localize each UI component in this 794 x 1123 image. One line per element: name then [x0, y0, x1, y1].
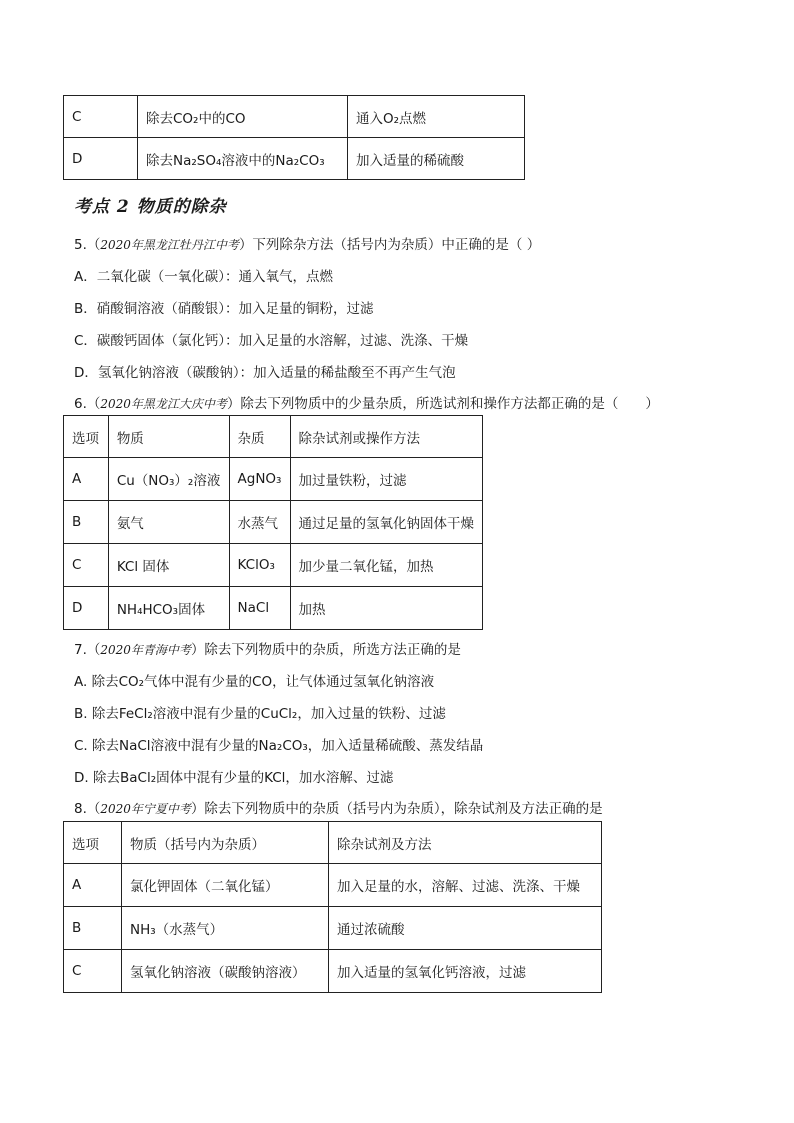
table-cell: C [64, 544, 109, 587]
table-cell: 加少量二氧化锰，加热 [290, 544, 483, 587]
table-cell: 通过浓硫酸 [329, 907, 602, 950]
question-text: ）除去下列物质中的杂质（括号内为杂质），除杂试剂及方法正确的是 [190, 801, 603, 817]
table-cell: NH₃（水蒸气） [122, 907, 329, 950]
table-cell: 除去Na₂SO₄溶液中的Na₂CO₃ [138, 138, 348, 180]
section-heading: 考点 2 物质的除杂 [74, 197, 227, 217]
table-cell: 加过量铁粉，过滤 [290, 458, 483, 501]
question-source: 2020年青海中考 [100, 643, 191, 657]
table-cell: 加入适量的稀硫酸 [348, 138, 525, 180]
question-source: 2020年黑龙江牡丹江中考 [100, 238, 239, 252]
table-row [64, 96, 525, 138]
table-q6 [63, 415, 483, 630]
table-cell: 加入适量的氢氧化钙溶液，过滤 [329, 950, 602, 993]
question-source: 2020年黑龙江大庆中考 [100, 397, 227, 411]
table-header-cell: 选项 [64, 416, 109, 458]
table-header-cell: 杂质 [229, 416, 290, 458]
table-cell: 氨气 [108, 501, 229, 544]
table-row [64, 864, 602, 907]
question-5-option-d: D．氢氧化钠溶液（碳酸钠）：加入适量的稀盐酸至不再产生气泡 [74, 365, 456, 381]
table-row [64, 138, 525, 180]
table-cell: NH₄HCO₃固体 [108, 587, 229, 630]
table-row [64, 544, 483, 587]
table-cell: C [64, 950, 122, 993]
table-cell: Cu（NO₃）₂溶液 [108, 458, 229, 501]
question-text: ）除去下列物质中的少量杂质，所选试剂和操作方法都正确的是（ ） [226, 396, 659, 412]
question-7-option-c: C. 除去NaCl溶液中混有少量的Na₂CO₃，加入适量稀硫酸、蒸发结晶 [74, 738, 484, 754]
table-header-row [64, 416, 483, 458]
question-text: ）下列除杂方法（括号内为杂质）中正确的是（ ） [238, 237, 541, 253]
question-6-stem [74, 392, 659, 412]
table-cell: 氢氧化钠溶液（碳酸钠溶液） [122, 950, 329, 993]
question-7-option-d: D. 除去BaCl₂固体中混有少量的KCl，加水溶解、过滤 [74, 770, 394, 786]
table-cell: 除去CO₂中的CO [138, 96, 348, 138]
question-7-option-b: B. 除去FeCl₂溶液中混有少量的CuCl₂，加入过量的铁粉、过滤 [74, 706, 446, 722]
table-cell: B [64, 501, 109, 544]
table-cell: 加热 [290, 587, 483, 630]
table-cell: NaCl [229, 587, 290, 630]
table-cell: B [64, 907, 122, 950]
table-row [64, 950, 602, 993]
table-cell: A [64, 458, 109, 501]
table-cell: KClO₃ [229, 544, 290, 587]
question-5-option-b: B．硝酸铜溶液（硝酸银）：加入足量的铜粉，过滤 [74, 301, 374, 317]
table-row [64, 907, 602, 950]
table-header-cell: 除杂试剂及方法 [329, 822, 602, 864]
table-row [64, 458, 483, 501]
question-source: 2020年宁夏中考 [100, 802, 191, 816]
table-header-row [64, 822, 602, 864]
table-header-cell: 除杂试剂或操作方法 [290, 416, 483, 458]
table-cell: AgNO₃ [229, 458, 290, 501]
question-7-stem [74, 638, 461, 658]
table-row [64, 587, 483, 630]
question-5-option-a: A．二氧化碳（一氧化碳）：通入氧气，点燃 [74, 269, 333, 285]
table-cell: 加入足量的水，溶解、过滤、洗涤、干燥 [329, 864, 602, 907]
table-top [63, 95, 525, 180]
question-number: 7.（ [74, 642, 101, 658]
table-q8 [63, 821, 602, 993]
question-number: 5.（ [74, 237, 101, 253]
table-cell: D [64, 138, 138, 180]
question-8-stem [74, 797, 603, 817]
question-5-option-c: C．碳酸钙固体（氯化钙）：加入足量的水溶解，过滤、洗涤、干燥 [74, 333, 469, 349]
question-text: ）除去下列物质中的杂质，所选方法正确的是 [190, 642, 461, 658]
question-number: 6.（ [74, 396, 101, 412]
table-cell: 水蒸气 [229, 501, 290, 544]
question-5-stem [74, 233, 540, 253]
table-cell: 氯化钾固体（二氧化锰） [122, 864, 329, 907]
table-row [64, 501, 483, 544]
table-cell: 通过足量的氢氧化钠固体干燥 [290, 501, 483, 544]
table-header-cell: 物质（括号内为杂质） [122, 822, 329, 864]
question-7-option-a: A. 除去CO₂气体中混有少量的CO，让气体通过氢氧化钠溶液 [74, 674, 435, 690]
question-number: 8.（ [74, 801, 101, 817]
table-cell: KCl 固体 [108, 544, 229, 587]
table-cell: A [64, 864, 122, 907]
table-header-cell: 选项 [64, 822, 122, 864]
table-cell: 通入O₂点燃 [348, 96, 525, 138]
table-header-cell: 物质 [108, 416, 229, 458]
table-cell: D [64, 587, 109, 630]
table-cell: C [64, 96, 138, 138]
